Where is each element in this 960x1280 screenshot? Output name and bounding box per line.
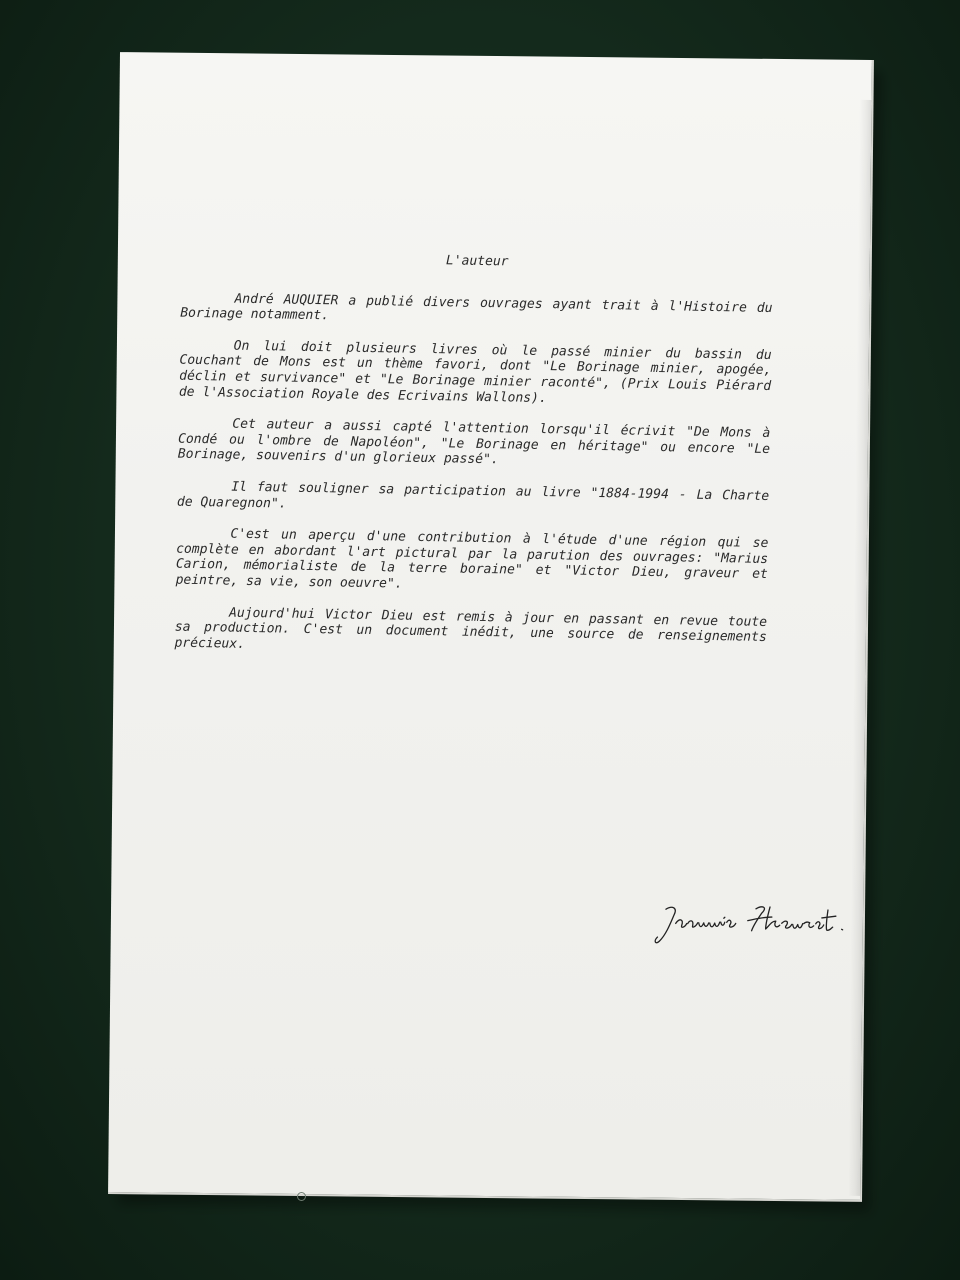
bio-paragraph-6: Aujourd'hui Victor Dieu est remis à jour en passant en revue toute sa production. C'est un document inédit, une source de renseignements précieux. — [174, 605, 768, 652]
bio-paragraph-5: C'est un aperçu d'une contribution à l'étude d'une région qui se complète en abordant l'art pictural par la parution des ouvrages: "Marius Carion, mémorialiste de la terre boraine" et "Victor Dieu, graveur et peintre, sa vie, son oeuvre". — [175, 526, 769, 592]
book-back-cover — [108, 52, 874, 1202]
bio-paragraph-4: Il faut souligner sa participation au livre "1884-1994 - La Charte de Quaregnon". — [176, 479, 770, 512]
author-bio — [174, 249, 773, 678]
signature-drawing — [651, 897, 852, 950]
dust-speck — [297, 1192, 306, 1201]
bio-heading: L'auteur — [445, 253, 509, 270]
bio-paragraph-2: On lui doit plusieurs livres où le passé minier du bassin du Couchant de Mons est un thème favori, dont "Le Borinage minier, apogée, déclin et survivance" et "Le Borinage minier raconté", (Prix Louis Piérard de l'Association Royale des Ecrivains Wallons). — [178, 338, 772, 406]
bio-paragraph-1: André AUQUIER a publié divers ouvrages ayant trait à l'Histoire du Borinage notamment. — [180, 291, 773, 324]
bio-paragraph-3: Cet auteur a aussi capté l'attention lorsqu'il écrivit "De Mons à Condé ou l'ombre de Napoléon", "Le Borinage en héritage" ou encore "Le Borinage, souvenirs d'un glorieux passé". — [177, 416, 771, 468]
handwritten-signature — [651, 897, 852, 950]
